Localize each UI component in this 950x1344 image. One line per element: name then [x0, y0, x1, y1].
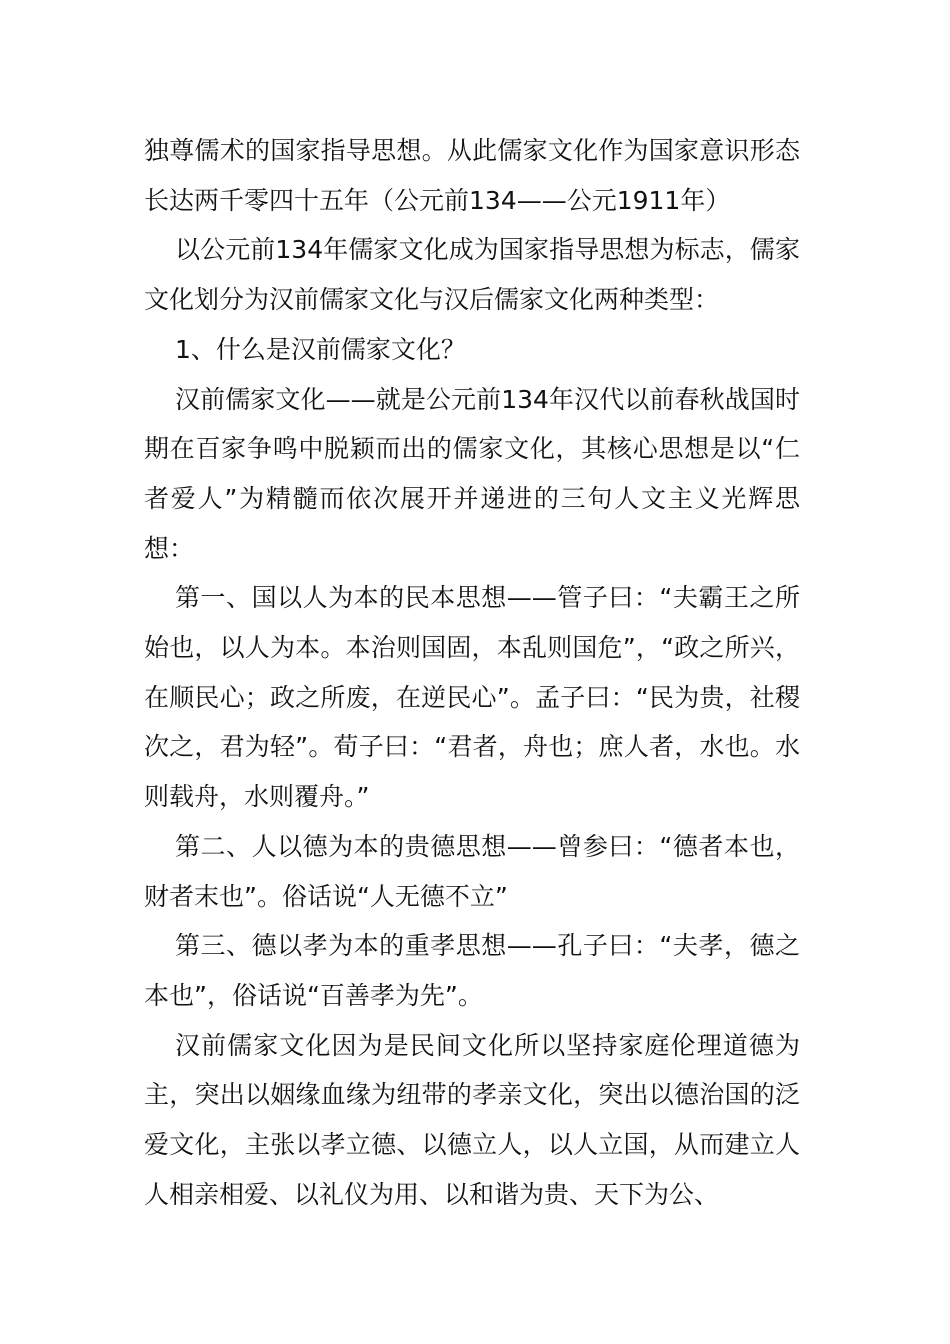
paragraph-2: 以公元前134年儒家文化成为国家指导思想为标志，儒家文化划分为汉前儒家文化与汉后儒家文化两种类型：: [144, 235, 800, 315]
paragraph-6: 第三、德以孝为本的重孝思想——孔子曰：“夫孝，德之本也”，俗话说“百善孝为先”。: [144, 931, 800, 1010]
paragraph-7: 汉前儒家文化因为是民间文化所以坚持家庭伦理道德为主，突出以姻缘血缘为纽带的孝亲文化，突出以德治国的泛爱文化，主张以孝立德、以德立人，以人立国，从而建立人人相亲相爱、以礼仪为用、以和谐为贵、天下为公、: [144, 1030, 800, 1209]
paragraph-4: 第一、国以人为本的民本思想——管子曰：“夫霸王之所始也，以人为本。本治则国固，本乱则国危”，“政之所兴，在顺民心；政之所废，在逆民心”。孟子曰：“民为贵，社稷次之，君为轻”。荀子曰：“君者，舟也；庶人者，水也。水则载舟，水则覆舟。”: [144, 583, 800, 812]
paragraph-1: 独尊儒术的国家指导思想。从此儒家文化作为国家意识形态长达两千零四十五年（公元前134——公元1911年）: [144, 136, 800, 215]
paragraph-3: 汉前儒家文化——就是公元前134年汉代以前春秋战国时期在百家争鸣中脱颖而出的儒家文化，其核心思想是以“仁者爱人”为精髓而依次展开并递进的三句人文主义光辉思想：: [144, 384, 800, 563]
document-body: [144, 126, 800, 1219]
section-heading-1: 1、什么是汉前儒家文化？: [175, 334, 466, 364]
paragraph-5: 第二、人以德为本的贵德思想——曾参曰：“德者本也，财者末也”。俗话说“人无德不立”: [144, 831, 800, 911]
